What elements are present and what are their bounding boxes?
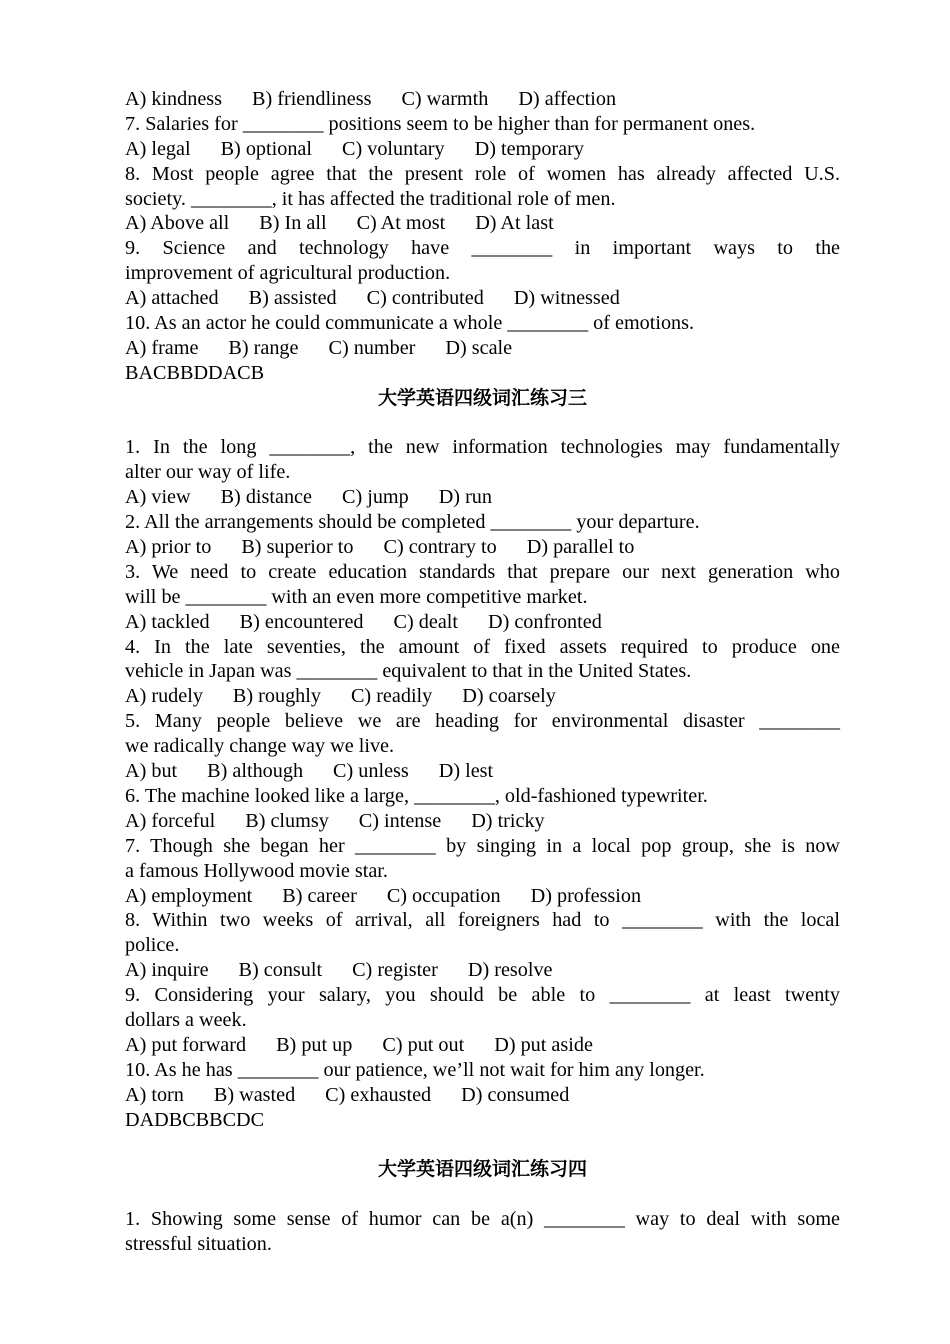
section-title: 大学英语四级词汇练习四	[377, 1158, 587, 1181]
option: B) friendliness	[252, 88, 372, 110]
option: C) number	[328, 336, 416, 359]
option: C) jump	[341, 486, 409, 509]
question-text-continued: society. ________, it has affected the traditional role of men.	[125, 187, 616, 210]
option: C) register	[352, 959, 438, 982]
question-text: 4. In the late seventies, the amount of fixed assets required to produce one	[125, 635, 840, 658]
option: A) view	[125, 486, 191, 509]
option: C) put out	[382, 1033, 465, 1056]
options-row	[125, 485, 840, 510]
question-text: 6. The machine looked like a large, ________, old-fashioned typewriter.	[125, 784, 708, 807]
option: D) resolve	[467, 959, 553, 982]
option: C) exhausted	[325, 1083, 432, 1106]
question-text-continued: will be ________ with an even more competitive market.	[125, 585, 588, 608]
option: D) parallel to	[526, 536, 635, 559]
option: A) rudely	[125, 685, 203, 708]
option: A) Above all	[125, 212, 230, 235]
options-row	[125, 809, 840, 834]
option: D) confronted	[488, 610, 602, 633]
question-text: 1. In the long ________, the new information technologies may fundamentally	[125, 436, 840, 459]
options-row	[125, 87, 840, 112]
section3-questions	[125, 435, 840, 1107]
option: D) tricky	[471, 809, 545, 832]
question-text: 7. Salaries for ________ positions seem to be higher than for permanent ones.	[125, 112, 756, 135]
option: A) forceful	[125, 809, 216, 832]
option: A) attached	[125, 287, 219, 310]
option: B) consult	[238, 959, 323, 982]
question-text-continued: dollars a week.	[125, 1008, 247, 1031]
question-text: 2. All the arrangements should be completed ________ your departure.	[125, 511, 700, 534]
option: B) optional	[220, 137, 312, 160]
option: B) range	[228, 336, 299, 359]
option: A) kindness	[125, 88, 223, 110]
option: C) At most	[356, 212, 446, 235]
option: D) put aside	[494, 1033, 593, 1056]
question-text: 9. Science and technology have ________ in important ways to the	[125, 237, 840, 260]
answer-key: DADBCBBCDC	[125, 1108, 265, 1131]
option: B) encountered	[239, 610, 364, 633]
option: C) readily	[350, 685, 433, 708]
question-text: 7. Though she began her ________ by singing in a local pop group, she is now	[125, 834, 840, 857]
option: C) contributed	[366, 287, 484, 310]
answer-key: BACBBDDACB	[125, 361, 265, 384]
option: C) voluntary	[342, 137, 445, 160]
option: B) superior to	[241, 536, 354, 559]
question-text: 5. Many people believe we are heading for environmental disaster ________	[125, 710, 840, 733]
options-row	[125, 958, 840, 983]
options-row	[125, 759, 840, 784]
option: D) profession	[530, 884, 642, 907]
option: D) witnessed	[513, 287, 620, 310]
document-page	[125, 87, 840, 1257]
options-row	[125, 286, 840, 311]
spacer	[125, 1132, 840, 1157]
spacer	[125, 1182, 840, 1207]
option: C) contrary to	[383, 536, 497, 559]
options-row	[125, 535, 840, 560]
options-row	[125, 884, 840, 909]
option: B) assisted	[248, 287, 337, 310]
option: A) torn	[125, 1083, 184, 1106]
option: C) intense	[358, 809, 442, 832]
option: D) lest	[438, 760, 494, 783]
question-text: 10. As an actor he could communicate a whole ________ of emotions.	[125, 312, 695, 335]
question-text: 1. Showing some sense of humor can be a(n) ________ way to deal with some	[125, 1208, 840, 1231]
option: B) although	[207, 760, 304, 783]
option: A) but	[125, 760, 178, 783]
option: A) frame	[125, 336, 199, 359]
question-text-continued: vehicle in Japan was ________ equivalent to that in the United States.	[125, 660, 692, 683]
question-text: 10. As he has ________ our patience, we’ll not wait for him any longer.	[125, 1058, 705, 1081]
option: C) dealt	[393, 610, 458, 633]
option: A) inquire	[125, 959, 209, 982]
question-text-continued: police.	[125, 934, 180, 957]
question-text: 8. Within two weeks of arrival, all foreigners had to ________ with the local	[125, 909, 840, 932]
option: D) At last	[475, 212, 554, 235]
option: C) warmth	[401, 88, 489, 110]
question-text-continued: a famous Hollywood movie star.	[125, 859, 388, 882]
options-row	[125, 684, 840, 709]
option: D) affection	[518, 88, 617, 110]
options-row	[125, 1083, 840, 1108]
option: B) wasted	[213, 1083, 296, 1106]
option: B) put up	[276, 1033, 353, 1056]
option: D) run	[438, 486, 492, 509]
question-text-continued: stressful situation.	[125, 1232, 272, 1255]
question-text: 8. Most people agree that the present role of women has already affected U.S.	[125, 162, 840, 185]
option: A) legal	[125, 137, 191, 160]
option: D) coarsely	[462, 685, 556, 708]
options-row	[125, 336, 840, 361]
options-row	[125, 137, 840, 162]
options-row	[125, 610, 840, 635]
option: B) career	[282, 884, 357, 907]
option: A) put forward	[125, 1033, 247, 1056]
option: A) employment	[125, 884, 253, 907]
option: D) temporary	[474, 137, 584, 160]
option: C) unless	[333, 760, 409, 783]
section-title: 大学英语四级词汇练习三	[377, 386, 587, 409]
option: B) distance	[220, 486, 312, 509]
option: A) prior to	[125, 536, 212, 559]
question-text: 3. We need to create education standards that prepare our next generation who	[125, 560, 840, 583]
options-row	[125, 211, 840, 236]
option: B) roughly	[232, 685, 321, 708]
option: B) clumsy	[245, 809, 329, 832]
option: A) tackled	[125, 610, 210, 633]
question-text-continued: we radically change way we live.	[125, 735, 395, 758]
question-text: 9. Considering your salary, you should be able to ________ at least twenty	[125, 984, 840, 1007]
spacer	[125, 411, 840, 436]
option: D) consumed	[461, 1083, 570, 1106]
options-row	[125, 1033, 840, 1058]
option: C) occupation	[386, 884, 501, 907]
option: B) In all	[259, 212, 327, 235]
option: D) scale	[445, 336, 513, 359]
question-text-continued: alter our way of life.	[125, 461, 291, 484]
question-text-continued: improvement of agricultural production.	[125, 262, 451, 285]
